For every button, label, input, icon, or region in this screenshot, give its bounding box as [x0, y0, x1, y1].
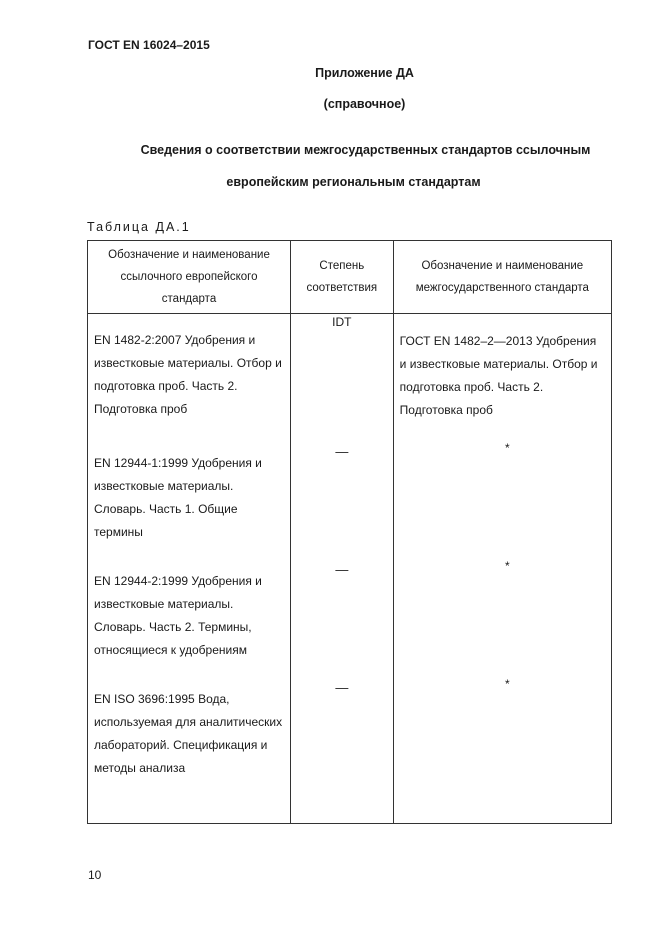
cell-european: EN 12944-2:1999 Удобрения и известковые материалы. Словарь. Часть 2. Термины, относящиеся к удобрениям — [88, 558, 291, 676]
cell-degree: IDT — [291, 314, 394, 441]
table-row — [88, 314, 612, 441]
table-header-row — [88, 241, 612, 314]
cell-interstate: * — [393, 440, 611, 558]
table-row — [88, 558, 612, 676]
section-heading-line-2: европейским региональным стандартам — [226, 175, 481, 189]
cell-interstate: * — [393, 558, 611, 676]
cell-european: EN 12944-1:1999 Удобрения и известковые материалы. Словарь. Часть 1. Общие термины — [88, 440, 291, 558]
correspondence-table — [87, 240, 612, 824]
table-row — [88, 676, 612, 824]
cell-european: EN 1482-2:2007 Удобрения и известковые материалы. Отбор и подготовка проб. Часть 2. Подготовка проб — [88, 314, 291, 441]
cell-degree: — — [291, 440, 394, 558]
cell-degree: — — [291, 676, 394, 824]
table-caption: Таблица ДА.1 — [87, 220, 191, 234]
cell-interstate: ГОСТ EN 1482–2—2013 Удобрения и известковые материалы. Отбор и подготовка проб. Часть 2. Подготовка проб — [393, 314, 611, 441]
standard-code: ГОСТ EN 16024–2015 — [88, 38, 210, 52]
appendix-title: Приложение ДА — [315, 66, 414, 80]
section-heading-line-1: Сведения о соответствии межгосударственных стандартов ссылочным — [140, 143, 591, 157]
appendix-type: (справочное) — [323, 97, 406, 111]
cell-degree: — — [291, 558, 394, 676]
header-european-standard: Обозначение и наименование ссылочного европейского стандарта — [88, 241, 291, 314]
header-interstate-standard: Обозначение и наименование межгосударственного стандарта — [393, 241, 611, 314]
cell-interstate: * — [393, 676, 611, 824]
table-row — [88, 440, 612, 558]
cell-european: EN ISO 3696:1995 Вода, используемая для аналитических лабораторий. Спецификация и методы анализа — [88, 676, 291, 824]
page-number: 10 — [88, 868, 102, 882]
header-degree: Степень соответствия — [291, 241, 394, 314]
